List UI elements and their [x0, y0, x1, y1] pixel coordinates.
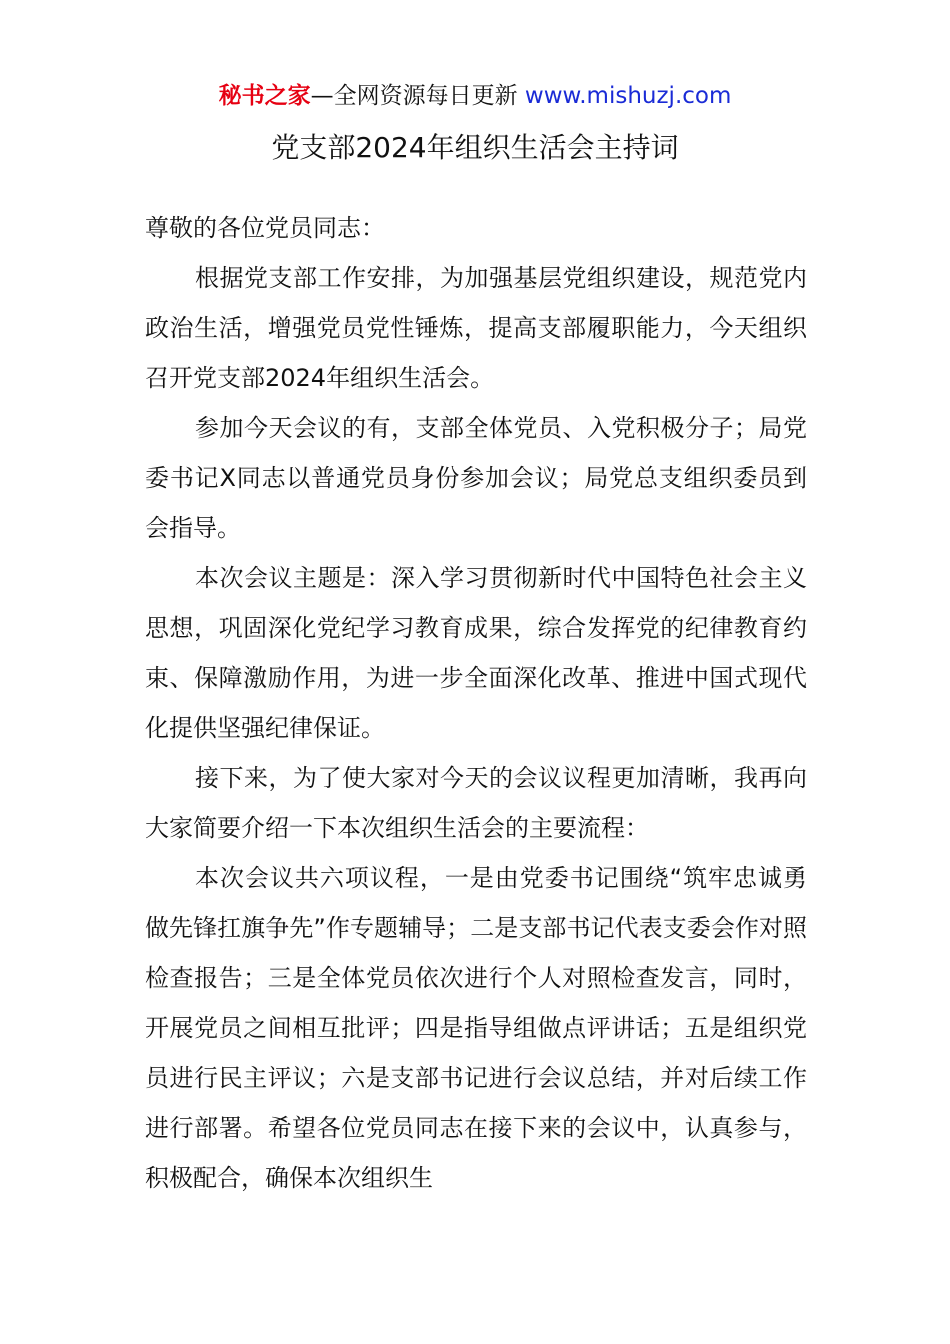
salutation: 尊敬的各位党员同志： [145, 214, 385, 242]
document-body [145, 203, 807, 1203]
paragraph-4: 接下来，为了使大家对今天的会议议程更加清晰，我再向大家简要介绍一下本次组织生活会的主要流程： [145, 764, 807, 842]
paragraph-3: 本次会议主题是：深入学习贯彻新时代中国特色社会主义思想，巩固深化党纪学习教育成果，综合发挥党的纪律教育约束、保障激励作用，为进一步全面深化改革、推进中国式现代化提供坚强纪律保证。 [145, 564, 807, 742]
paragraph-5: 本次会议共六项议程，一是由党委书记围绕“筑牢忠诚勇做先锋扛旗争先”作专题辅导；二是支部书记代表支委会作对照检查报告；三是全体党员依次进行个人对照检查发言，同时，开展党员之间相互批评；四是指导组做点评讲话；五是组织党员进行民主评议；六是支部书记进行会议总结，并对后续工作进行部署。希望各位党员同志在接下来的会议中，认真参与，积极配合，确保本次组织生 [145, 864, 807, 1192]
document-title: 党支部2024年组织生活会主持词 [271, 131, 679, 164]
site-url[interactable]: www.mishuzj.com [524, 83, 732, 109]
paragraph-1: 根据党支部工作安排，为加强基层党组织建设，规范党内政治生活，增强党员党性锤炼，提高支部履职能力，今天组织召开党支部2024年组织生活会。 [145, 264, 807, 392]
header-tagline: —全网资源每日更新 [310, 83, 525, 109]
paragraph-2: 参加今天会议的有，支部全体党员、入党积极分子；局党委书记X同志以普通党员身份参加会议；局党总支组织委员到会指导。 [145, 414, 807, 542]
brand-name: 秘书之家 [218, 83, 311, 109]
site-header [0, 80, 950, 112]
